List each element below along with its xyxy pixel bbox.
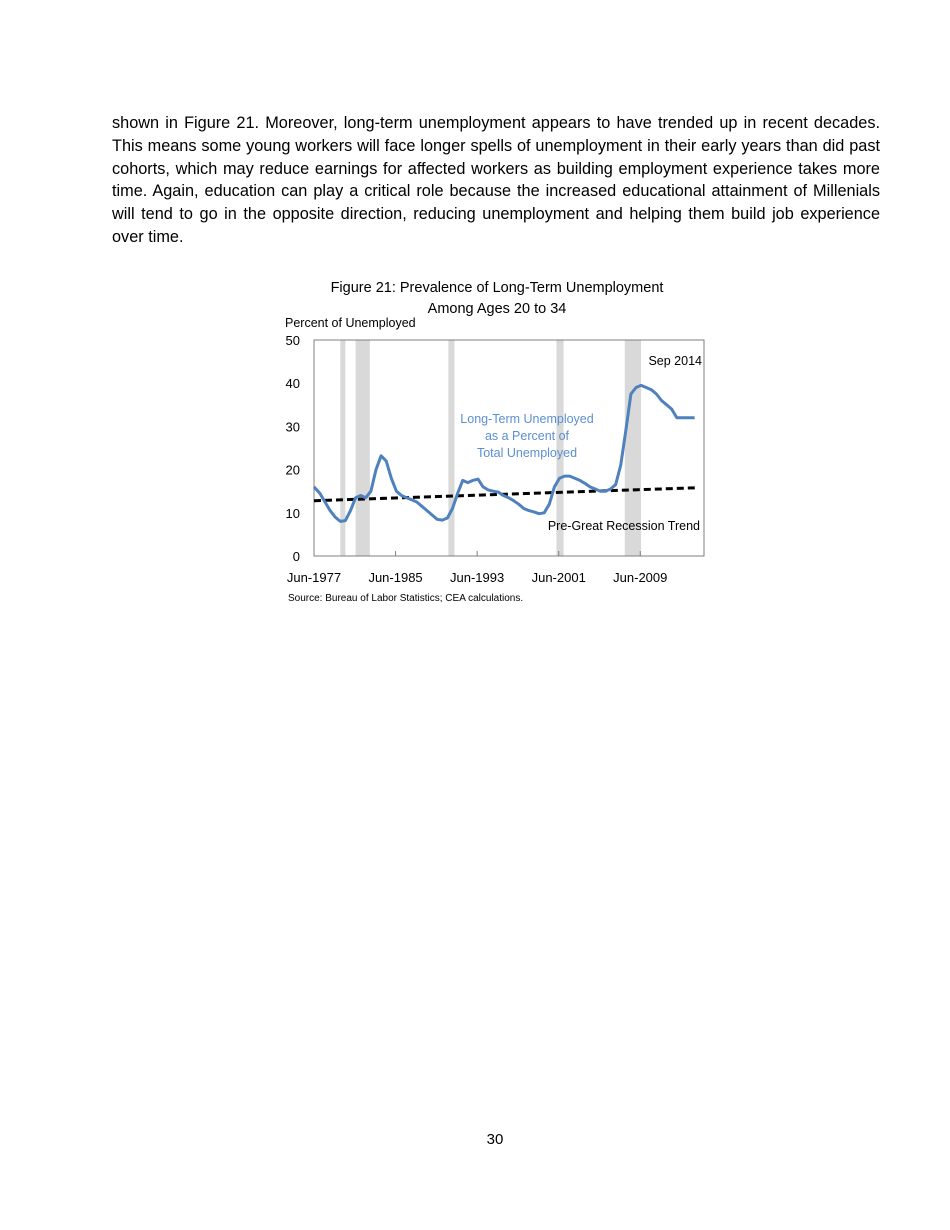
recession-band	[448, 340, 454, 556]
figure-title-line-2: Among Ages 20 to 34	[427, 301, 567, 317]
body-paragraph: shown in Figure 21. Moreover, long-term unemployment appears to have trended up in recent decades. This means some young workers will face longer spells of unemployment in their early years than did past cohorts, which may reduce earnings for affected workers as building employment experience takes more time. Again, education can play a critical role because the increased educational attainment of Millenials will tend to go in the opposite direction, reducing unemployment and helping them build job experience over time.	[112, 114, 880, 246]
figure-21	[270, 272, 730, 612]
x-tick-label: Jun-2009	[613, 570, 668, 585]
annotation-trend-label: Pre-Great Recession Trend	[547, 519, 700, 533]
y-tick-label: 0	[292, 549, 300, 564]
recession-band	[356, 340, 370, 556]
series-label-line: Long-Term Unemployed	[460, 412, 594, 426]
y-axis-label: Percent of Unemployed	[285, 316, 416, 330]
source-note: Source: Bureau of Labor Statistics; CEA calculations.	[288, 593, 524, 604]
series-label-line: as a Percent of	[484, 429, 570, 443]
annotation-sep-2014: Sep 2014	[648, 354, 702, 368]
y-tick-label: 40	[285, 376, 300, 392]
y-tick-label: 30	[285, 419, 300, 435]
line-chart	[270, 272, 730, 612]
x-tick-label: Jun-1977	[286, 570, 342, 585]
recession-band	[340, 340, 345, 556]
y-tick-label: 10	[285, 505, 300, 521]
x-tick-label: Jun-1985	[368, 570, 423, 585]
page-number: 30	[486, 1131, 504, 1148]
x-tick-label: Jun-2001	[531, 570, 586, 585]
y-tick-label: 50	[285, 333, 300, 348]
y-tick-label: 20	[285, 462, 300, 478]
figure-title-line-1: Figure 21: Prevalence of Long-Term Unemployment	[330, 280, 664, 296]
series-label-line: Total Unemployed	[476, 446, 578, 460]
x-tick-label: Jun-1993	[450, 570, 505, 585]
